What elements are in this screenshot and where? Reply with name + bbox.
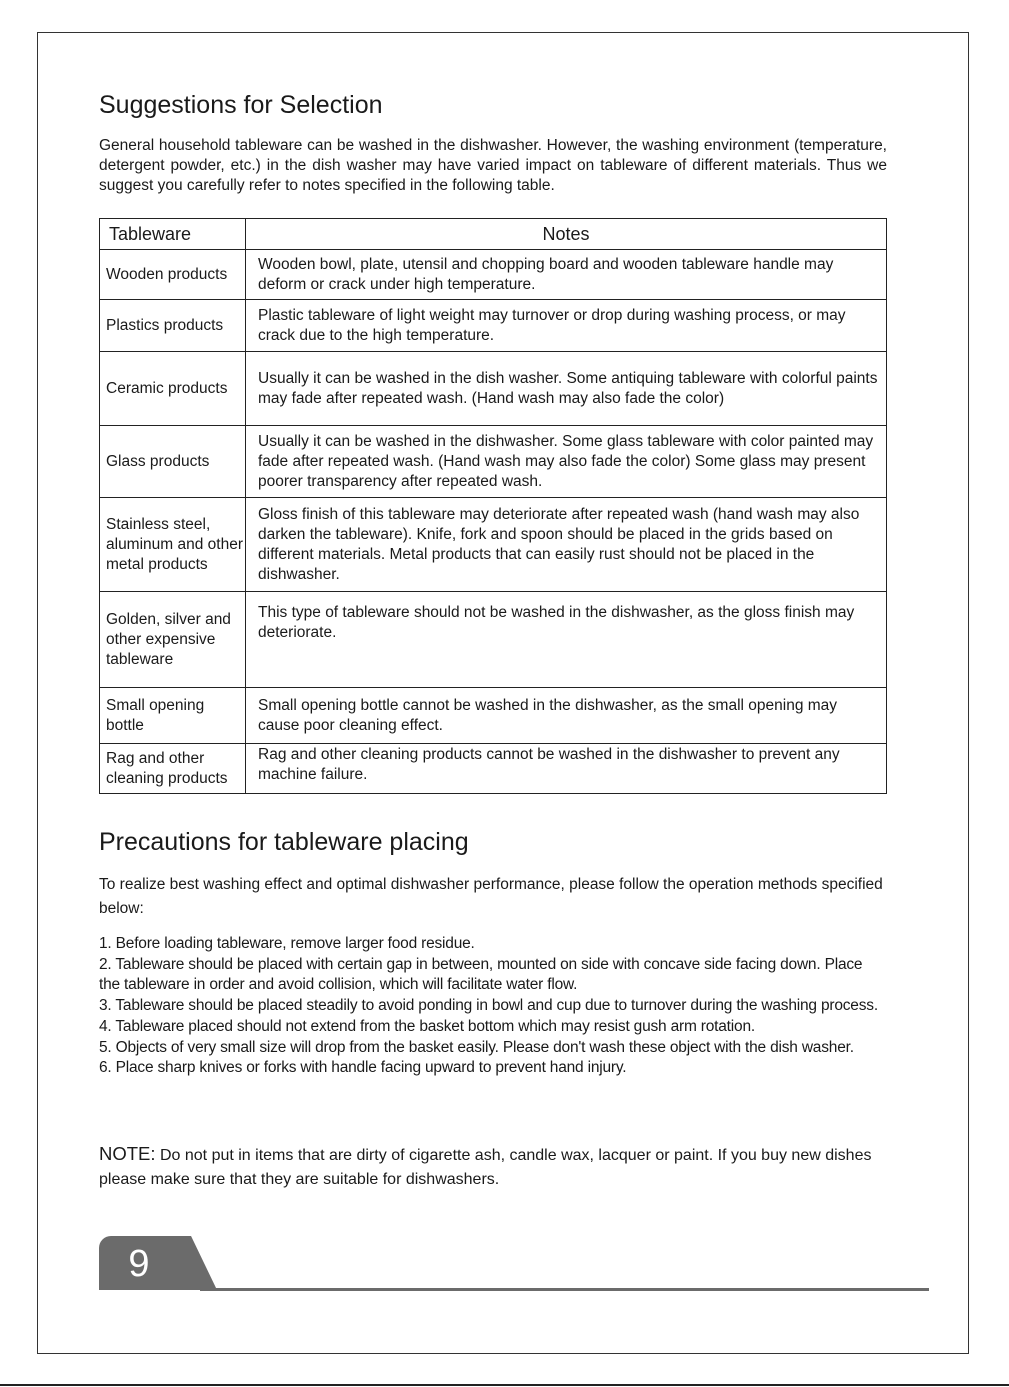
note-text: Do not put in items that are dirty of cigarette ash, candle wax, lacquer or paint. If you buy new dishes please make sure that they are suitable for dishwashers. — [99, 1147, 872, 1188]
tableware-type-line: cleaning products — [106, 769, 228, 787]
tableware-type-line: Rag and other — [106, 749, 205, 767]
note-block — [99, 1142, 887, 1192]
table-row — [100, 250, 887, 300]
list-item: 6. Place sharp knives or forks with handle facing upward to prevent hand injury. — [99, 1059, 627, 1077]
tableware-type — [100, 744, 246, 794]
tableware-note: Gloss finish of this tableware may deteriorate after repeated wash (hand wash may also darken the tableware). Knife, fork and spoon should be placed in the grids based on different materials. Metal products that can easily rust should not be placed in the dishwasher. — [246, 498, 887, 592]
column-header-notes: Notes — [246, 219, 887, 250]
tableware-note: Usually it can be washed in the dishwasher. Some glass tableware with color painted may fade after repeated wash. (Hand wash may also fade the color) Some glass may present poorer transparency after repeated wash. — [246, 426, 887, 498]
precautions-intro: To realize best washing effect and optimal dishwasher performance, please follow the operation methods specified below: — [99, 876, 883, 917]
tableware-type: Wooden products — [100, 250, 246, 300]
tableware-type: Ceramic products — [100, 352, 246, 426]
tableware-note: Rag and other cleaning products cannot be washed in the dishwasher to prevent any machine failure. — [246, 744, 887, 794]
page-content — [99, 88, 887, 1188]
table-row — [100, 300, 887, 352]
page-number: 9 — [128, 1243, 150, 1285]
list-item: 5. Objects of very small size will drop from the basket easily. Please don't wash these object with the dish washer. — [99, 1038, 854, 1056]
list-item: 2. Tableware should be placed with certain gap in between, mounted on side with concave side facing down. Place the tableware in order and avoid collision, which will facilitate water flow. — [99, 955, 863, 994]
table-header-row — [100, 219, 887, 250]
table-row — [100, 426, 887, 498]
tableware-type: Glass products — [100, 426, 246, 498]
tableware-note: Wooden bowl, plate, utensil and chopping board and wooden tableware handle may deform or crack under high temperature. — [246, 250, 887, 300]
column-header-tableware: Tableware — [100, 219, 246, 250]
footer-line — [200, 1288, 929, 1291]
selection-title: Suggestions for Selection — [99, 91, 383, 119]
table-row — [100, 592, 887, 688]
table-row — [100, 498, 887, 592]
note-label: NOTE: — [99, 1143, 156, 1164]
tableware-type: Golden, silver and other expensive tableware — [100, 592, 246, 688]
tableware-type: Stainless steel, aluminum and other metal products — [100, 498, 246, 592]
list-item: 3. Tableware should be placed steadily to avoid ponding in bowl and cup due to turnover during the washing process. — [99, 997, 878, 1015]
tableware-note: Plastic tableware of light weight may turnover or drop during washing process, or may crack due to the high temperature. — [246, 300, 887, 352]
tableware-note: Usually it can be washed in the dish washer. Some antiquing tableware with colorful paints may fade after repeated wash. (Hand wash may also fade the color) — [246, 352, 887, 426]
selection-intro: General household tableware can be washed in the dishwasher. However, the washing environment (temperature, detergent powder, etc.) in the dish washer may have varied impact on tableware of different materials. Thus we suggest you carefully refer to notes specified in the following table. — [99, 137, 887, 194]
table-row — [100, 688, 887, 744]
tableware-type: Small opening bottle — [100, 688, 246, 744]
precautions-title: Precautions for tableware placing — [99, 828, 469, 856]
page-bottom-rule — [0, 1384, 1009, 1386]
tableware-type: Plastics products — [100, 300, 246, 352]
tableware-note: Small opening bottle cannot be washed in the dishwasher, as the small opening may cause poor cleaning effect. — [246, 688, 887, 744]
tableware-notes-table — [99, 218, 887, 794]
list-item: 4. Tableware placed should not extend from the basket bottom which may resist gush arm rotation. — [99, 1017, 755, 1035]
list-item: 1. Before loading tableware, remove larger food residue. — [99, 935, 475, 952]
table-row — [100, 744, 887, 794]
precautions-steps-list — [99, 934, 887, 1079]
table-row — [100, 352, 887, 426]
tableware-note: This type of tableware should not be washed in the dishwasher, as the gloss finish may deteriorate. — [246, 592, 887, 688]
